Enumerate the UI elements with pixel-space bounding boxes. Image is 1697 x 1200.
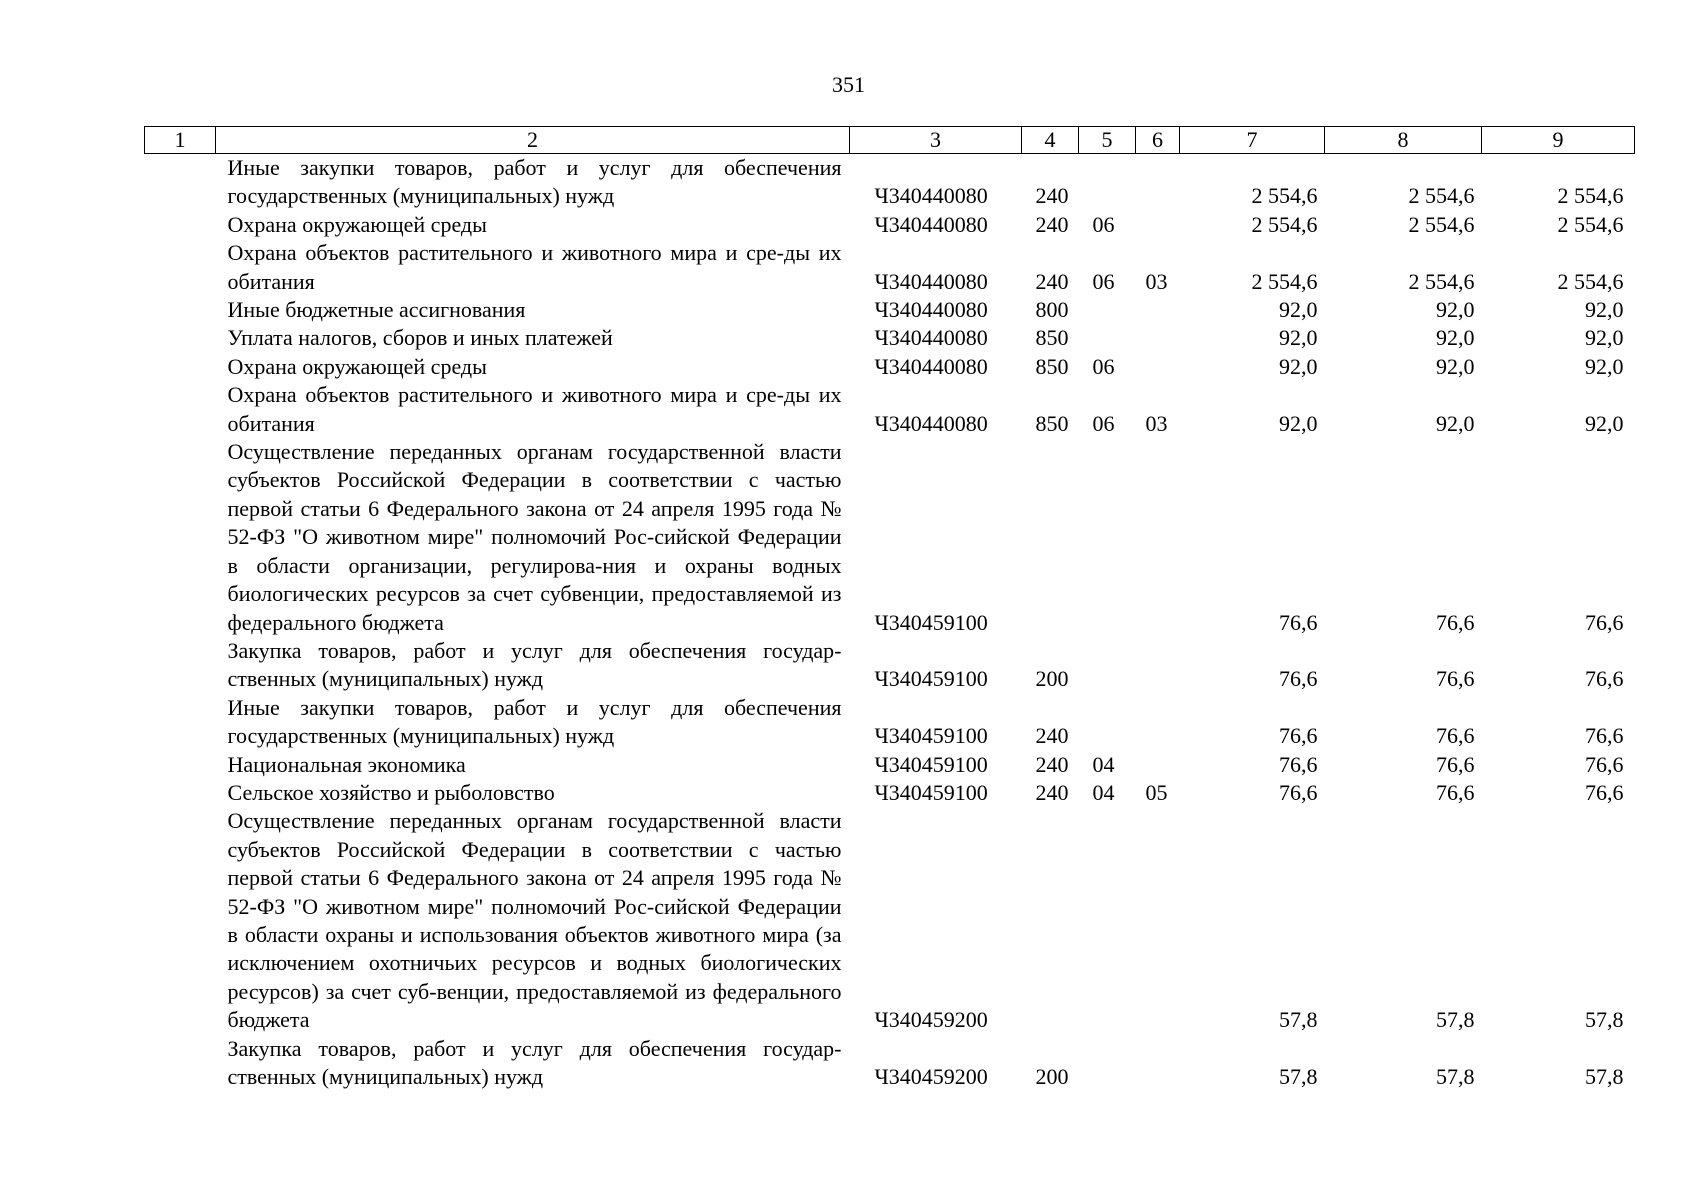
row-value-col8: 57,8 — [1436, 1007, 1475, 1033]
row-value-col9: 76,6 — [1585, 779, 1624, 805]
table-row — [145, 1035, 1635, 1092]
row-subsection — [1136, 694, 1180, 751]
row-code: Ч340459100 — [874, 779, 988, 805]
row-value-col7: 2 554,6 — [1251, 268, 1318, 294]
row-subsection — [1136, 637, 1180, 694]
row-expense-type: 240 — [1035, 268, 1069, 294]
row-value-col7: 57,8 — [1279, 1064, 1318, 1089]
header-col-6: 6 — [1136, 127, 1180, 154]
row-expense-type: 200 — [1035, 666, 1069, 692]
row-value-col7: 57,8 — [1279, 1007, 1318, 1033]
header-col-5: 5 — [1079, 127, 1136, 154]
row-value-col7: 2 554,6 — [1251, 211, 1318, 237]
row-name: Охрана объектов растительного и животного мира и сре-ды их обитания — [227, 240, 842, 294]
row-value-col9: 2 554,6 — [1557, 183, 1624, 209]
row-number-cell — [145, 807, 216, 1034]
row-code: Ч340440080 — [874, 410, 988, 436]
row-section — [1079, 1035, 1136, 1092]
row-number-cell — [145, 438, 216, 637]
row-number-cell — [145, 381, 216, 438]
row-code: Ч340459200 — [874, 1064, 988, 1089]
row-value-col9: 92,0 — [1585, 410, 1624, 436]
row-value-col7: 76,6 — [1279, 779, 1318, 805]
row-value-col9: 76,6 — [1585, 723, 1624, 749]
row-value-col8: 76,6 — [1436, 751, 1475, 777]
row-expense-type: 850 — [1035, 353, 1069, 379]
row-value-col8: 2 554,6 — [1408, 211, 1475, 237]
row-name: Сельское хозяйство и рыболовство — [227, 779, 555, 805]
row-number-cell — [145, 779, 216, 807]
row-number-cell — [145, 1035, 216, 1092]
row-value-col7: 92,0 — [1279, 410, 1318, 436]
header-col-2: 2 — [216, 127, 850, 154]
row-subsection — [1136, 211, 1180, 239]
table-row — [145, 637, 1635, 694]
row-value-col7: 76,6 — [1279, 666, 1318, 692]
table-row — [145, 807, 1635, 1034]
row-section — [1079, 438, 1136, 637]
row-value-col9: 76,6 — [1585, 666, 1624, 692]
row-name: Охрана окружающей среды — [227, 353, 487, 379]
row-number-cell — [145, 694, 216, 751]
row-value-col8: 92,0 — [1436, 325, 1475, 351]
row-section: 04 — [1092, 779, 1115, 805]
row-code: Ч340440080 — [874, 353, 988, 379]
row-value-col9: 76,6 — [1585, 609, 1624, 635]
row-name: Охрана объектов растительного и животного мира и сре-ды их обитания — [227, 382, 842, 436]
row-section — [1079, 154, 1136, 211]
row-value-col8: 76,6 — [1436, 609, 1475, 635]
row-name: Национальная экономика — [227, 751, 466, 777]
row-number-cell — [145, 324, 216, 352]
row-subsection — [1136, 807, 1180, 1034]
row-code: Ч340440080 — [874, 297, 988, 323]
row-expense-type — [1022, 807, 1079, 1034]
row-number-cell — [145, 637, 216, 694]
row-value-col8: 76,6 — [1436, 723, 1475, 749]
row-subsection — [1136, 324, 1180, 352]
row-subsection — [1136, 353, 1180, 381]
row-value-col7: 2 554,6 — [1251, 183, 1318, 209]
row-name: Осуществление переданных органам государственной власти субъектов Российской Федерации в соответствии с частью первой статьи 6 Федерального закона от 24 апреля 1995 года № 52-ФЗ "О животном мире" полномочий Рос-сийской Федерации в области организации, регулирова-ния и охраны водных биологических ресурсов за счет субвенции, предоставляемой из федерального бюджета — [227, 439, 842, 635]
row-expense-type — [1022, 438, 1079, 637]
row-subsection: 05 — [1145, 779, 1168, 805]
header-row — [145, 127, 1635, 154]
header-col-1: 1 — [145, 127, 216, 154]
row-value-col9: 2 554,6 — [1557, 268, 1624, 294]
row-subsection — [1136, 438, 1180, 637]
row-value-col9: 57,8 — [1585, 1007, 1624, 1033]
row-value-col8: 76,6 — [1436, 666, 1475, 692]
row-value-col8: 2 554,6 — [1408, 183, 1475, 209]
row-expense-type: 850 — [1035, 325, 1069, 351]
row-expense-type: 200 — [1035, 1064, 1069, 1089]
table-row — [145, 438, 1635, 637]
row-section — [1079, 637, 1136, 694]
table-row — [145, 779, 1635, 807]
row-name: Иные закупки товаров, работ и услуг для обеспечения государственных (муниципальных) нужд — [227, 694, 842, 749]
row-subsection — [1136, 751, 1180, 779]
row-number-cell — [145, 353, 216, 381]
budget-table — [144, 126, 1635, 1091]
row-value-col9: 92,0 — [1585, 353, 1624, 379]
row-subsection: 03 — [1145, 268, 1168, 294]
row-code: Ч340440080 — [874, 325, 988, 351]
row-value-col8: 92,0 — [1436, 353, 1475, 379]
row-value-col7: 76,6 — [1279, 723, 1318, 749]
row-section: 04 — [1092, 751, 1115, 777]
row-name: Закупка товаров, работ и услуг для обеспечения государ-ственных (муниципальных) нужд — [227, 637, 842, 692]
row-value-col7: 92,0 — [1279, 297, 1318, 323]
row-section — [1079, 694, 1136, 751]
row-section: 06 — [1092, 211, 1115, 237]
row-value-col7: 76,6 — [1279, 751, 1318, 777]
row-value-col8: 92,0 — [1436, 297, 1475, 323]
row-name: Охрана окружающей среды — [227, 211, 487, 237]
header-col-4: 4 — [1022, 127, 1079, 154]
table-row — [145, 211, 1635, 239]
row-number-cell — [145, 239, 216, 296]
row-expense-type: 240 — [1035, 723, 1069, 749]
row-subsection: 03 — [1145, 410, 1168, 436]
table-row — [145, 751, 1635, 779]
row-section: 06 — [1092, 410, 1115, 436]
row-value-col9: 2 554,6 — [1557, 211, 1624, 237]
table-row — [145, 353, 1635, 381]
row-code: Ч340459100 — [874, 751, 988, 777]
row-section — [1079, 807, 1136, 1034]
row-number-cell — [145, 751, 216, 779]
row-section: 06 — [1092, 353, 1115, 379]
header-col-9: 9 — [1482, 127, 1635, 154]
header-col-8: 8 — [1325, 127, 1482, 154]
row-name: Осуществление переданных органам государственной власти субъектов Российской Федерации в соответствии с частью первой статьи 6 Федерального закона от 24 апреля 1995 года № 52-ФЗ "О животном мире" полномочий Рос-сийской Федерации в области охраны и использования объектов животного мира (за исключением охотничьих ресурсов и водных биологических ресурсов) за счет суб-венции, предоставляемой из федерального бюджета — [227, 808, 842, 1033]
row-value-col9: 92,0 — [1585, 297, 1624, 323]
row-subsection — [1136, 154, 1180, 211]
table-row — [145, 239, 1635, 296]
table-row — [145, 381, 1635, 438]
row-number-cell — [145, 154, 216, 211]
row-code: Ч340459100 — [874, 609, 988, 635]
table-row — [145, 296, 1635, 324]
row-code: Ч340459100 — [874, 723, 988, 749]
row-expense-type: 240 — [1035, 779, 1069, 805]
row-expense-type: 240 — [1035, 183, 1069, 209]
row-value-col9: 76,6 — [1585, 751, 1624, 777]
page-number: 351 — [832, 72, 865, 97]
row-section — [1079, 324, 1136, 352]
header-col-7: 7 — [1180, 127, 1325, 154]
row-expense-type: 240 — [1035, 751, 1069, 777]
row-expense-type: 850 — [1035, 410, 1069, 436]
row-expense-type: 800 — [1035, 297, 1069, 323]
table-header — [145, 127, 1635, 154]
row-value-col7: 76,6 — [1279, 609, 1318, 635]
header-col-3: 3 — [850, 127, 1022, 154]
row-section — [1079, 296, 1136, 324]
row-value-col9: 57,8 — [1585, 1064, 1624, 1089]
row-value-col8: 57,8 — [1436, 1064, 1475, 1089]
table-row — [145, 154, 1635, 211]
row-value-col8: 2 554,6 — [1408, 268, 1475, 294]
row-subsection — [1136, 1035, 1180, 1092]
table-body — [145, 154, 1635, 1092]
row-code: Ч340459100 — [874, 666, 988, 692]
row-name: Закупка товаров, работ и услуг для обеспечения государ-ственных (муниципальных) нужд — [227, 1035, 842, 1089]
row-subsection — [1136, 296, 1180, 324]
row-name: Иные закупки товаров, работ и услуг для обеспечения государственных (муниципальных) нужд — [227, 155, 842, 209]
row-number-cell — [145, 296, 216, 324]
row-code: Ч340440080 — [874, 211, 988, 237]
row-value-col8: 92,0 — [1436, 410, 1475, 436]
row-expense-type: 240 — [1035, 211, 1069, 237]
table-row — [145, 324, 1635, 352]
row-name: Уплата налогов, сборов и иных платежей — [227, 325, 613, 351]
row-value-col7: 92,0 — [1279, 353, 1318, 379]
row-code: Ч340459200 — [874, 1007, 988, 1033]
row-value-col7: 92,0 — [1279, 325, 1318, 351]
row-section: 06 — [1092, 268, 1115, 294]
table-row — [145, 694, 1635, 751]
row-code: Ч340440080 — [874, 268, 988, 294]
row-number-cell — [145, 211, 216, 239]
row-value-col8: 76,6 — [1436, 779, 1475, 805]
row-name: Иные бюджетные ассигнования — [227, 297, 526, 323]
row-value-col9: 92,0 — [1585, 325, 1624, 351]
row-code: Ч340440080 — [874, 183, 988, 209]
